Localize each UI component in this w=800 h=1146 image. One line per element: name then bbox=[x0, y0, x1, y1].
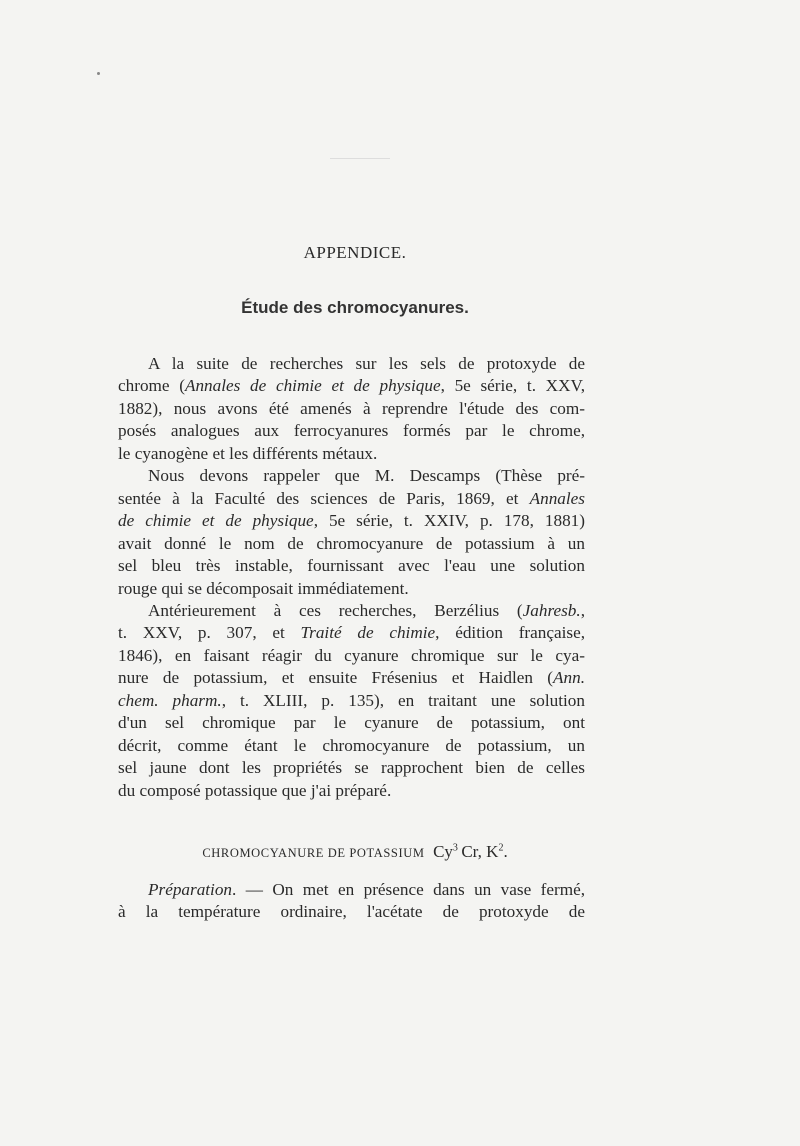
text-segment: A la suite de recherches sur les sels de protoxyde de bbox=[148, 354, 585, 373]
text-segment: décrit, comme étant le chromocyanure de potassium, un bbox=[118, 735, 585, 755]
text-segment: d'un sel chromique par le cyanure de potassium, ont bbox=[118, 713, 585, 733]
text-segment: 1846), en faisant réagir du cyanure chromique sur le cya- bbox=[118, 645, 585, 665]
text-line bbox=[118, 510, 585, 532]
text-segment: 1882), nous avons été amenés à reprendre l'étude des com- bbox=[118, 398, 585, 418]
text-line bbox=[118, 645, 585, 667]
text-line bbox=[118, 375, 585, 397]
text-line bbox=[118, 443, 585, 465]
bleed-through-mark bbox=[330, 158, 390, 159]
text-line bbox=[118, 622, 585, 644]
text-segment: Antérieurement à ces recherches, Berzélius ( bbox=[148, 600, 523, 620]
text-line bbox=[118, 533, 585, 555]
text-line bbox=[118, 901, 585, 923]
appendix-title: APPENDICE. bbox=[303, 243, 407, 262]
text-line bbox=[118, 420, 585, 442]
text-segment: nure de potassium, et ensuite Frésenius et Haidlen ( bbox=[118, 668, 554, 688]
text-segment: à la température ordinaire, l'acétate de protoxyde de bbox=[118, 902, 585, 922]
text-line bbox=[118, 667, 585, 689]
text-segment: avait donné le nom de chromocyanure de potassium à un bbox=[118, 533, 585, 553]
text-line bbox=[118, 488, 585, 510]
italic-citation: Jahresb. bbox=[522, 600, 581, 620]
section-title: Étude des chromocyanures. bbox=[241, 298, 469, 317]
text-line bbox=[118, 465, 585, 487]
text-segment: du composé potassique que j'ai préparé. bbox=[118, 780, 392, 800]
italic-citation: de chimie et de physique bbox=[118, 511, 314, 531]
text-segment: Nous devons rappeler que M. Descamps (Thèse pré- bbox=[148, 466, 585, 486]
italic-citation: Annales bbox=[529, 488, 585, 508]
text-segment: chrome ( bbox=[118, 376, 185, 396]
text-line bbox=[118, 600, 585, 622]
text-line bbox=[118, 879, 585, 901]
italic-citation: Ann. bbox=[553, 668, 585, 688]
text-segment: , 5e série, t. XXV, bbox=[440, 376, 586, 396]
text-segment: , bbox=[580, 600, 585, 620]
text-line bbox=[118, 398, 585, 420]
text-segment: sel bleu très instable, fournissant avec l'eau une solution bbox=[118, 556, 585, 576]
text-segment: , 5e série, t. XXIV, p. 178, 1881) bbox=[313, 511, 585, 531]
scan-speck bbox=[97, 72, 100, 75]
text-segment: sel jaune dont les propriétés se rapprochent bien de celles bbox=[118, 758, 585, 778]
text-segment: posés analogues aux ferrocyanures formés par le chrome, bbox=[118, 421, 585, 441]
text-segment: sentée à la Faculté des sciences de Paris, 1869, et bbox=[118, 488, 530, 508]
text-segment: . — On met en présence dans un vase fermé, bbox=[232, 880, 585, 899]
compound-heading bbox=[0, 842, 710, 862]
compound-name: CHROMOCYANURE DE POTASSIUM bbox=[202, 846, 425, 860]
text-line bbox=[118, 578, 585, 600]
text-segment: , t. XLIII, p. 135), en traitant une solution bbox=[221, 690, 585, 710]
text-line bbox=[118, 757, 585, 779]
formula: Cy$^3$ Cr, $K^2$. bbox=[433, 842, 508, 861]
text-line bbox=[118, 353, 585, 375]
text-segment: rouge qui se décomposait immédiatement. bbox=[118, 578, 409, 598]
italic-citation: Préparation bbox=[148, 880, 233, 899]
text-line bbox=[118, 712, 585, 734]
italic-citation: chem. pharm. bbox=[118, 690, 222, 710]
text-line bbox=[118, 780, 585, 802]
text-segment: , édition française, bbox=[435, 623, 586, 643]
text-line bbox=[118, 555, 585, 577]
text-line bbox=[118, 735, 585, 757]
italic-citation: Annales de chimie et de physique bbox=[184, 376, 441, 396]
italic-citation: Traité de chimie bbox=[300, 623, 436, 643]
text-segment: le cyanogène et les différents métaux. bbox=[118, 443, 378, 463]
text-segment: t. XXV, p. 307, et bbox=[118, 623, 301, 643]
text-line bbox=[118, 690, 585, 712]
